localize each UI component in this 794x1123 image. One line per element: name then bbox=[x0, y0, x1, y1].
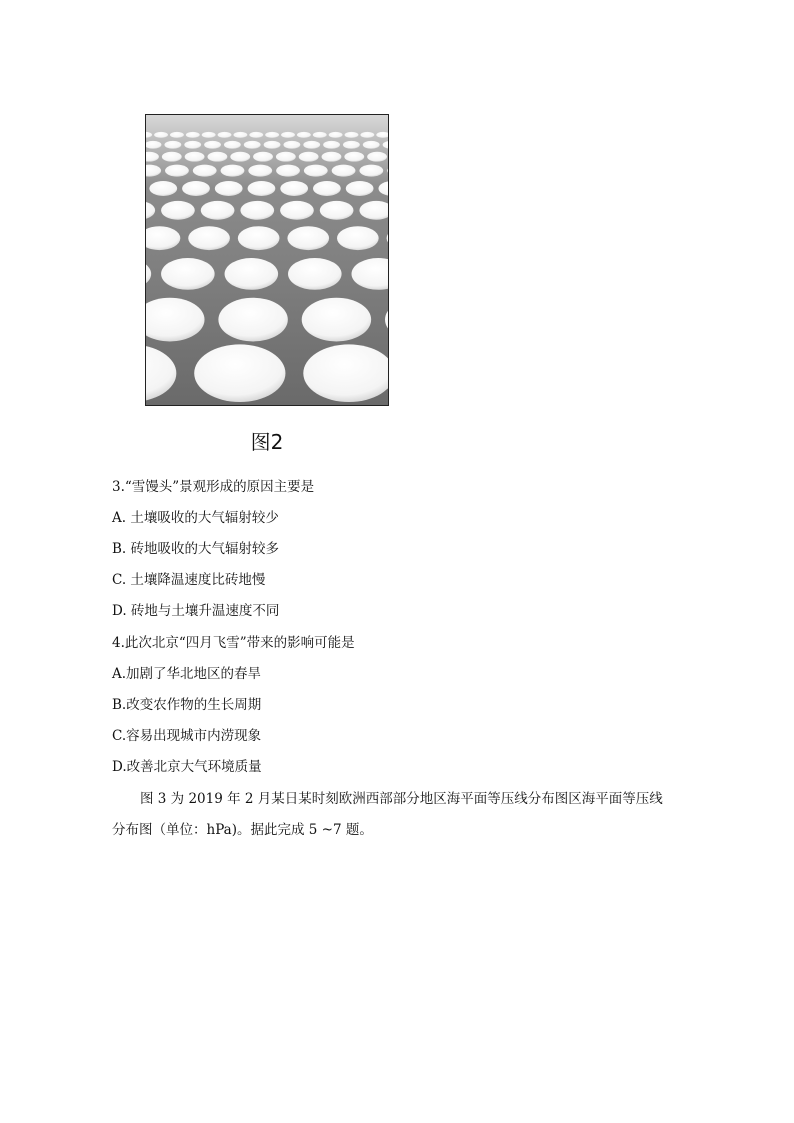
question-4-option-a: A.加剧了华北地区的春旱 bbox=[112, 666, 262, 682]
snow-mound bbox=[329, 132, 343, 138]
intro-paragraph-line-1: 图 3 为 2019 年 2 月某日某时刻欧洲西部部分地区海平面等压线分布图区海平面等压线 bbox=[140, 791, 663, 807]
snow-mounds-illustration bbox=[146, 115, 388, 405]
question-4-stem: 4.此次北京“四月飞雪”带来的影响可能是 bbox=[112, 635, 355, 651]
snow-mound bbox=[343, 141, 360, 149]
snow-mound bbox=[345, 132, 359, 138]
snow-mound bbox=[154, 132, 168, 138]
snow-mound bbox=[194, 344, 285, 402]
snow-mound bbox=[264, 141, 281, 149]
intro-paragraph-line-2: 分布图（单位：hPa)。据此完成 5 ~7 题。 bbox=[112, 822, 373, 838]
snow-mound bbox=[164, 141, 181, 149]
snow-mound bbox=[207, 152, 227, 162]
question-3-option-a: A. 土壤吸收的大气辐射较少 bbox=[112, 510, 279, 526]
snow-mound bbox=[276, 152, 296, 162]
question-4-option-d: D.改善北京大气环境质量 bbox=[112, 759, 262, 775]
snow-mound bbox=[244, 141, 261, 149]
snow-mound bbox=[297, 132, 311, 138]
snow-mound bbox=[359, 165, 383, 177]
snow-mound bbox=[360, 132, 374, 138]
snow-mound bbox=[233, 132, 247, 138]
snow-mound bbox=[182, 181, 210, 196]
snow-mound bbox=[265, 132, 279, 138]
snow-mound bbox=[303, 141, 320, 149]
figure-caption: 图2 bbox=[250, 430, 284, 454]
snow-mound bbox=[186, 132, 200, 138]
snow-mound bbox=[248, 165, 272, 177]
snow-mound bbox=[170, 132, 184, 138]
snow-mound bbox=[249, 132, 263, 138]
question-4-option-b: B.改变农作物的生长周期 bbox=[112, 697, 262, 713]
snow-mound bbox=[299, 152, 319, 162]
snow-mound bbox=[230, 152, 250, 162]
snow-mound bbox=[280, 201, 314, 220]
snow-mound bbox=[363, 141, 380, 149]
snow-mound bbox=[313, 181, 341, 196]
snow-mound bbox=[225, 258, 279, 290]
snow-mound bbox=[185, 152, 205, 162]
snow-mound bbox=[302, 298, 371, 342]
snow-mound bbox=[367, 152, 387, 162]
snow-mound bbox=[287, 226, 329, 250]
snow-mound bbox=[165, 165, 189, 177]
snow-mound bbox=[276, 165, 300, 177]
question-3-option-d: D. 砖地与土壤升温速度不同 bbox=[112, 603, 280, 619]
snow-mound bbox=[322, 152, 342, 162]
snow-mound bbox=[323, 141, 340, 149]
snow-mound bbox=[162, 152, 182, 162]
snow-mound bbox=[283, 141, 300, 149]
snow-mound bbox=[161, 258, 215, 290]
question-3-option-b: B. 砖地吸收的大气辐射较多 bbox=[112, 541, 280, 557]
snow-mound bbox=[337, 226, 379, 250]
snow-mound bbox=[193, 165, 217, 177]
snow-mound bbox=[238, 226, 280, 250]
snow-mound bbox=[344, 152, 364, 162]
snow-mound bbox=[248, 181, 276, 196]
snow-mound bbox=[202, 132, 216, 138]
snow-mound bbox=[280, 181, 308, 196]
question-4-option-c: C.容易出现城市内涝现象 bbox=[112, 728, 262, 744]
snow-mound bbox=[201, 201, 235, 220]
question-3-stem: 3.“雪馒头”景观形成的原因主要是 bbox=[112, 479, 315, 495]
snow-mound bbox=[215, 181, 243, 196]
snow-mound bbox=[224, 141, 241, 149]
question-3-option-c: C. 土壤降温速度比砖地慢 bbox=[112, 572, 266, 588]
snow-mound bbox=[240, 201, 274, 220]
snow-mound bbox=[149, 181, 177, 196]
snow-mound bbox=[161, 201, 195, 220]
snow-mound bbox=[218, 298, 287, 342]
snow-mound bbox=[221, 165, 245, 177]
snow-mound bbox=[320, 201, 354, 220]
snow-mound bbox=[288, 258, 342, 290]
snow-mound bbox=[332, 165, 356, 177]
snow-mound bbox=[304, 165, 328, 177]
snow-mound bbox=[313, 132, 327, 138]
snow-mound bbox=[281, 132, 295, 138]
snow-mound bbox=[188, 226, 230, 250]
snow-mound bbox=[204, 141, 221, 149]
snow-mound bbox=[346, 181, 374, 196]
snow-mounds-photo bbox=[145, 114, 389, 406]
snow-mound bbox=[253, 152, 273, 162]
snow-mound bbox=[218, 132, 232, 138]
snow-mound bbox=[184, 141, 201, 149]
